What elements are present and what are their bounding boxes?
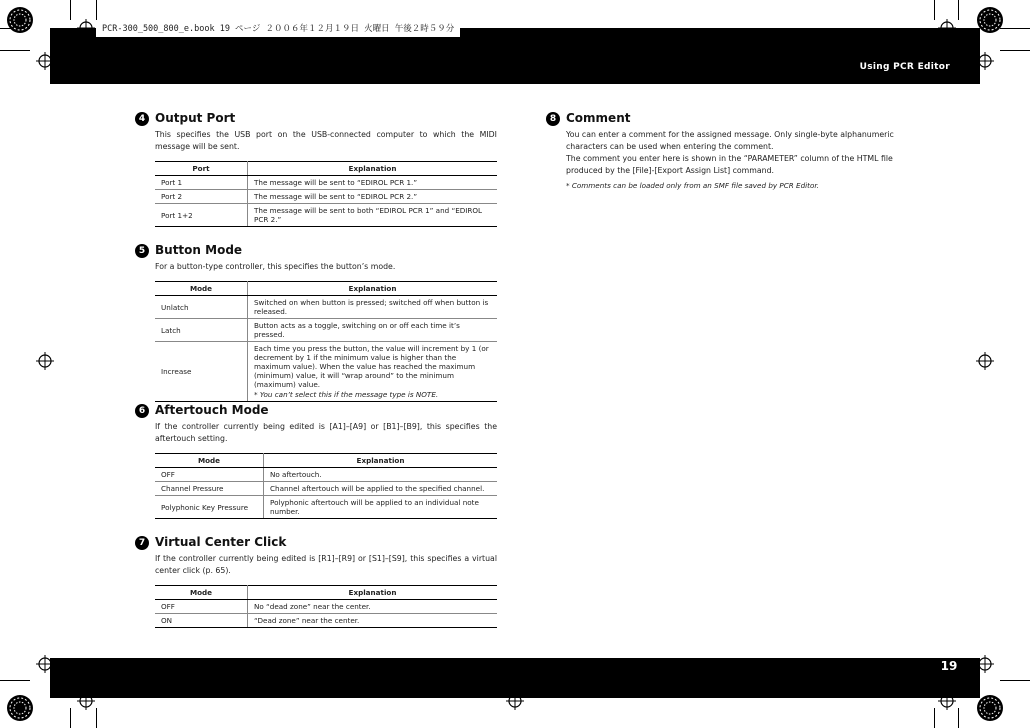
section-heading [135,535,497,553]
section-title: Button Mode [155,243,243,257]
section-number-badge: 6 [135,404,149,418]
table-cell: OFF [155,468,264,482]
crop-mark [1000,50,1030,51]
button-mode-table [155,281,497,402]
section-title: Output Port [155,111,236,125]
section-note: * Comments can be loaded only from an SMF file saved by PCR Editor. [566,181,819,190]
crop-mark [958,708,959,728]
section-number-badge: 4 [135,112,149,126]
table-cell: Port 1+2 [155,204,248,227]
table-header-row [155,162,497,176]
table-header-cell: Mode [155,282,248,296]
section-body: The comment you enter here is shown in the “PARAMETER” column of the HTML file produced by the [File]-[Export Assign List] command. [566,154,893,175]
table-row [155,496,497,519]
starburst-target-icon [6,694,34,722]
section-aftertouch-mode [135,403,497,519]
table-header-cell: Explanation [248,586,498,600]
table-header-cell: Explanation [248,162,498,176]
section-title: Virtual Center Click [155,535,287,549]
section-virtual-center-click [135,535,497,628]
section-body: For a button-type controller, this specifies the button’s mode. [155,262,396,271]
table-cell: Increase [155,342,248,402]
starburst-target-icon [976,6,1004,34]
table-cell: The message will be sent to “EDIROL PCR 1.” [248,176,498,190]
table-header-cell: Explanation [264,454,498,468]
section-button-mode [135,243,497,402]
table-header-cell: Mode [155,586,248,600]
registration-mark-icon [36,352,54,370]
table-cell: Polyphonic Key Pressure [155,496,264,519]
section-body: You can enter a comment for the assigned message. Only single-byte alphanumeric characters can be used when entering the comment. [566,130,894,151]
table-cell: ON [155,614,248,628]
virtual-center-click-table [155,585,497,628]
crop-mark [934,708,935,728]
section-body: This specifies the USB port on the USB-connected computer to which the MIDI message will be sent. [155,130,497,151]
table-cell: Unlatch [155,296,248,319]
crop-mark [0,50,30,51]
page-number: 19 [940,659,958,673]
table-row [155,468,497,482]
crop-mark [934,0,935,20]
table-header-row [155,586,497,600]
starburst-target-icon [976,694,1004,722]
registration-mark-icon [976,352,994,370]
aftertouch-mode-table [155,453,497,519]
table-row [155,204,497,227]
cell-note: * You can’t select this if the message type is NOTE. [254,390,439,399]
crop-mark [70,708,71,728]
crop-mark [96,0,97,20]
table-cell: Latch [155,319,248,342]
table-cell: No “dead zone” near the center. [248,600,498,614]
table-header-row [155,282,497,296]
table-row [155,614,497,628]
cell-text: Each time you press the button, the value will increment by 1 (or decrement by 1 if the minimum value is higher than the maximum value). When the value has reached the maximum (minimum) value, it will “wrap around” to the minimum (maximum) value. [254,344,489,389]
crop-mark [96,708,97,728]
footer-bar [50,658,980,698]
output-port-table [155,161,497,227]
section-heading [135,403,497,421]
table-row [155,296,497,319]
table-cell [248,342,498,402]
table-row [155,319,497,342]
crop-mark [1000,28,1030,29]
crop-mark [0,680,30,681]
section-comment [546,111,908,190]
table-cell: Channel Pressure [155,482,264,496]
section-heading [135,243,497,261]
table-cell: Port 2 [155,190,248,204]
table-row [155,600,497,614]
table-row [155,342,497,402]
section-output-port [135,111,497,227]
table-cell: Switched on when button is pressed; switched off when button is released. [248,296,498,319]
section-number-badge: 5 [135,244,149,258]
table-header-row [155,454,497,468]
table-cell: OFF [155,600,248,614]
section-title: Comment [566,111,631,125]
section-number-badge: 8 [546,112,560,126]
section-body: If the controller currently being edited is [R1]–[R9] or [S1]–[S9], this specifies a virtual center click (p. 65). [155,554,497,575]
crop-mark [958,0,959,20]
table-cell: Port 1 [155,176,248,190]
table-header-cell: Explanation [248,282,498,296]
starburst-target-icon [6,6,34,34]
table-cell: Polyphonic aftertouch will be applied to an individual note number. [264,496,498,519]
table-row [155,190,497,204]
table-cell: No aftertouch. [264,468,498,482]
crop-mark [1000,680,1030,681]
table-row [155,176,497,190]
table-cell: “Dead zone” near the center. [248,614,498,628]
section-heading [546,111,908,129]
section-heading [135,111,497,129]
table-cell: The message will be sent to “EDIROL PCR 2.” [248,190,498,204]
section-number-badge: 7 [135,536,149,550]
table-cell: Channel aftertouch will be applied to the specified channel. [264,482,498,496]
table-row [155,482,497,496]
table-header-cell: Port [155,162,248,176]
crop-mark [70,0,71,20]
section-body: If the controller currently being edited is [A1]–[A9] or [B1]–[B9], this specifies the aftertouch setting. [155,422,497,443]
section-title: Aftertouch Mode [155,403,269,417]
running-head-title: Using PCR Editor [859,62,950,72]
print-slug: PCR-300_500_800_e.book 19 ページ ２００６年１２月１９日 火曜日 午後２時５９分 [96,22,460,37]
table-cell: The message will be sent to both “EDIROL PCR 1” and “EDIROL PCR 2.” [248,204,498,227]
table-header-cell: Mode [155,454,264,468]
table-cell: Button acts as a toggle, switching on or off each time it’s pressed. [248,319,498,342]
